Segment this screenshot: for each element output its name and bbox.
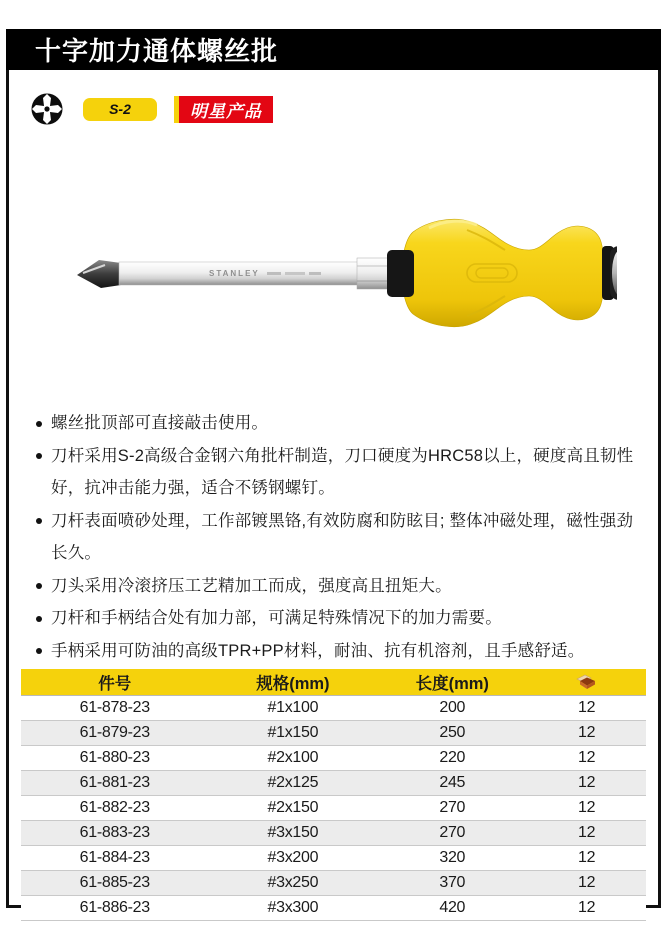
box-icon (576, 674, 598, 690)
header-length: 长度(mm) (377, 669, 527, 696)
feature-list (9, 407, 658, 667)
feature-item: 刀头采用冷滚挤压工艺精加工而成，强度高且扭矩大。 (36, 570, 648, 603)
table-row: 61-882-23 #2x150 270 12 (21, 796, 646, 821)
table-row: 61-879-23 #1x150 250 12 (21, 721, 646, 746)
tip-size-label: S-2 (109, 101, 131, 117)
header-spec: 规格(mm) (209, 669, 378, 696)
feature-item: 螺丝批顶部可直接敲击使用。 (36, 407, 648, 440)
feature-item: 手柄采用可防油的高级TPR+PP材料，耐油、抗有机溶剂，且手感舒适。 (36, 635, 648, 668)
table-row: 61-881-23 #2x125 245 12 (21, 771, 646, 796)
feature-item: 刀杆表面喷砂处理，工作部镀黑铬,有效防腐和防眩目; 整体冲磁处理，磁性强劲长久。 (36, 505, 648, 570)
page-title-bar (6, 29, 661, 70)
hex-bolster (357, 258, 391, 289)
shaft-brand-text: STANLEY (209, 269, 260, 278)
handle (402, 219, 604, 327)
page-title: 十字加力通体螺丝批 (35, 36, 279, 66)
handle-collar (387, 250, 414, 297)
feature-item: 刀杆采用S-2高级合金钢六角批杆制造，刀口硬度为HRC58以上，硬度高且韧性好，抗冲击能力强，适合不锈钢螺钉。 (36, 440, 648, 505)
badge-row (31, 93, 658, 125)
star-product-badge (174, 96, 273, 123)
phillips-cross-icon (31, 93, 63, 125)
catalog-sheet (6, 29, 661, 916)
header-pack-qty (527, 669, 646, 696)
spec-table-header-row (21, 669, 646, 696)
driver-tip (77, 260, 121, 288)
tip-size-badge (83, 98, 157, 121)
spec-table (21, 669, 646, 921)
product-photo-screwdriver (69, 203, 617, 343)
table-row: 61-885-23 #3x250 370 12 (21, 871, 646, 896)
table-row: 61-886-23 #3x300 420 12 (21, 896, 646, 921)
star-product-label: 明星产品 (190, 101, 262, 121)
table-row: 61-880-23 #2x100 220 12 (21, 746, 646, 771)
header-part-number: 件号 (21, 669, 209, 696)
table-row: 61-883-23 #3x150 270 12 (21, 821, 646, 846)
feature-item: 刀杆和手柄结合处有加力部，可满足特殊情况下的加力需要。 (36, 602, 648, 635)
table-row: 61-884-23 #3x200 320 12 (21, 846, 646, 871)
table-row: 61-878-23 #1x100 200 12 (21, 696, 646, 721)
